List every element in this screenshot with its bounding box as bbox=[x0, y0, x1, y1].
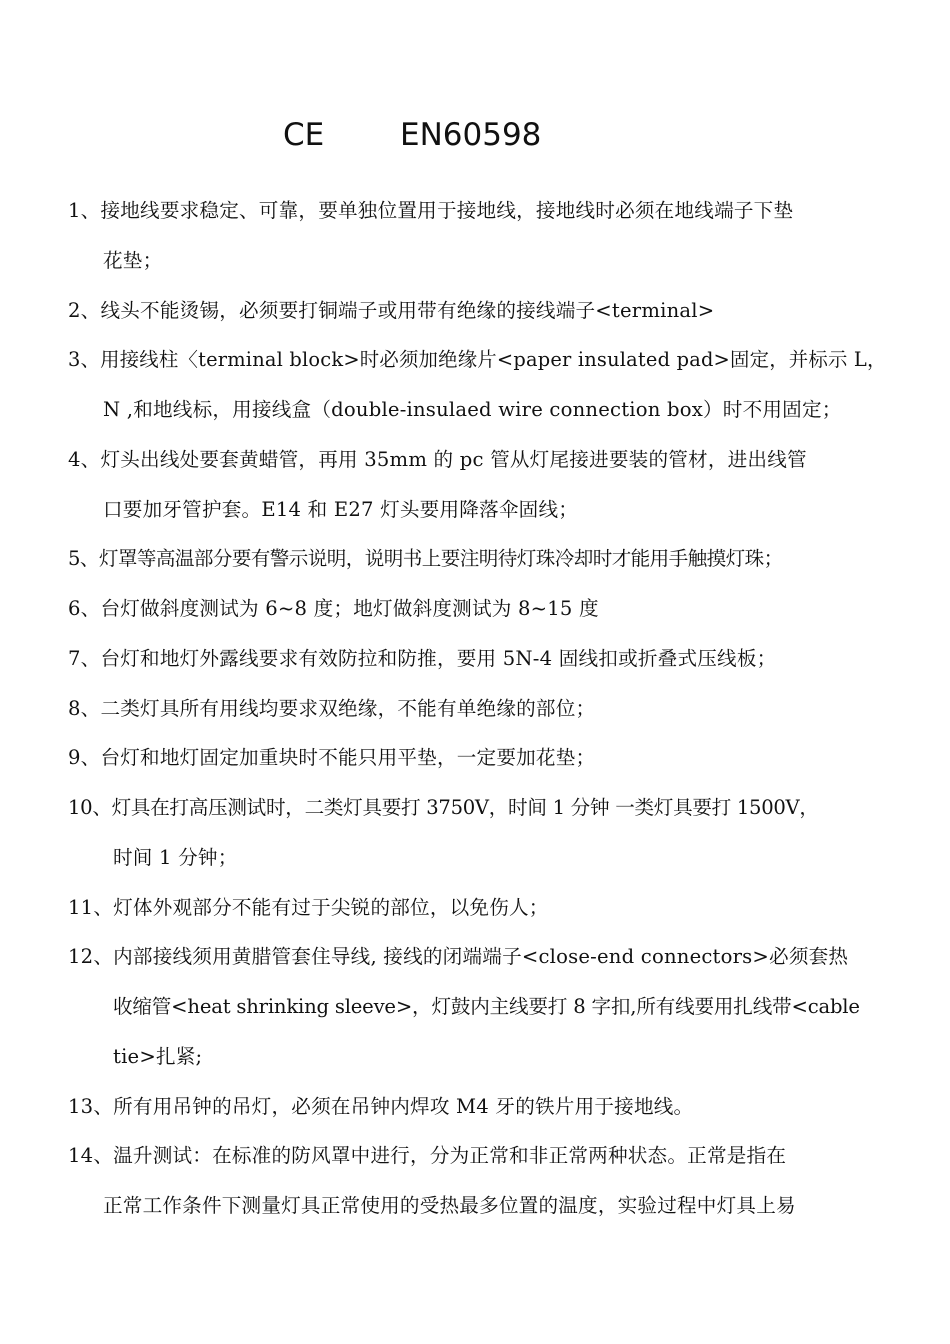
title-standard: EN60598 bbox=[400, 117, 542, 153]
item-10-line-1: 10、灯具在打高压测试时，二类灯具要打 3750V，时间 1 分钟 一类灯具要打 1500V， bbox=[68, 796, 819, 819]
title-ce: CE bbox=[283, 117, 325, 153]
item-12-line-3: tie>扎紧; bbox=[113, 1045, 203, 1068]
item-6-line-1: 6、台灯做斜度测试为 6~8 度；地灯做斜度测试为 8~15 度 bbox=[68, 597, 599, 620]
item-10-line-2: 时间 1 分钟； bbox=[113, 846, 238, 869]
item-3-line-2: N ,和地线标，用接线盒（double-insulaed wire connection box）时不用固定； bbox=[103, 398, 842, 421]
item-14-line-1: 14、温升测试：在标准的防风罩中进行，分为正常和非正常两种状态。正常是指在 bbox=[68, 1144, 787, 1167]
item-1-line-1: 1、接地线要求稳定、可靠，要单独位置用于接地线，接地线时必须在地线端子下垫 bbox=[68, 199, 794, 222]
item-5-line-1: 5、灯罩等高温部分要有警示说明，说明书上要注明待灯珠冷却时才能用手触摸灯珠； bbox=[68, 547, 783, 570]
item-12-line-1: 12、内部接线须用黄腊管套住导线, 接线的闭端端子<close-end connectors>必须套热 bbox=[68, 945, 849, 968]
item-8-line-1: 8、二类灯具所有用线均要求双绝缘，不能有单绝缘的部位； bbox=[68, 697, 596, 720]
item-4-line-2: 口要加牙管护套。E14 和 E27 灯头要用降落伞固线； bbox=[103, 498, 579, 521]
item-4-line-1: 4、灯头出线处要套黄蜡管，再用 35mm 的 pc 管从灯尾接进要装的管材，进出线管 bbox=[68, 448, 807, 471]
item-7-line-1: 7、台灯和地灯外露线要求有效防拉和防推，要用 5N-4 固线扣或折叠式压线板； bbox=[68, 647, 777, 670]
item-12-line-2: 收缩管<heat shrinking sleeve>，灯鼓内主线要打 8 字扣,所有线要用扎线带<cable bbox=[113, 995, 860, 1018]
item-3-line-1: 3、用接线柱〈terminal block>时必须加绝缘片<paper insulated pad>固定，并标示 L， bbox=[68, 348, 887, 371]
item-14-line-2: 正常工作条件下测量灯具正常使用的受热最多位置的温度，实验过程中灯具上易 bbox=[103, 1194, 796, 1217]
item-9-line-1: 9、台灯和地灯固定加重块时不能只用平垫，一定要加花垫； bbox=[68, 746, 596, 769]
item-11-line-1: 11、灯体外观部分不能有过于尖锐的部位，以免伤人； bbox=[68, 896, 549, 919]
document-title bbox=[0, 113, 950, 157]
item-1-line-2: 花垫； bbox=[103, 249, 163, 272]
item-13-line-1: 13、所有用吊钟的吊灯，必须在吊钟内焊攻 M4 牙的铁片用于接地线。 bbox=[68, 1095, 694, 1118]
item-2-line-1: 2、线头不能烫锡，必须要打铜端子或用带有绝缘的接线端子<terminal> bbox=[68, 299, 715, 322]
